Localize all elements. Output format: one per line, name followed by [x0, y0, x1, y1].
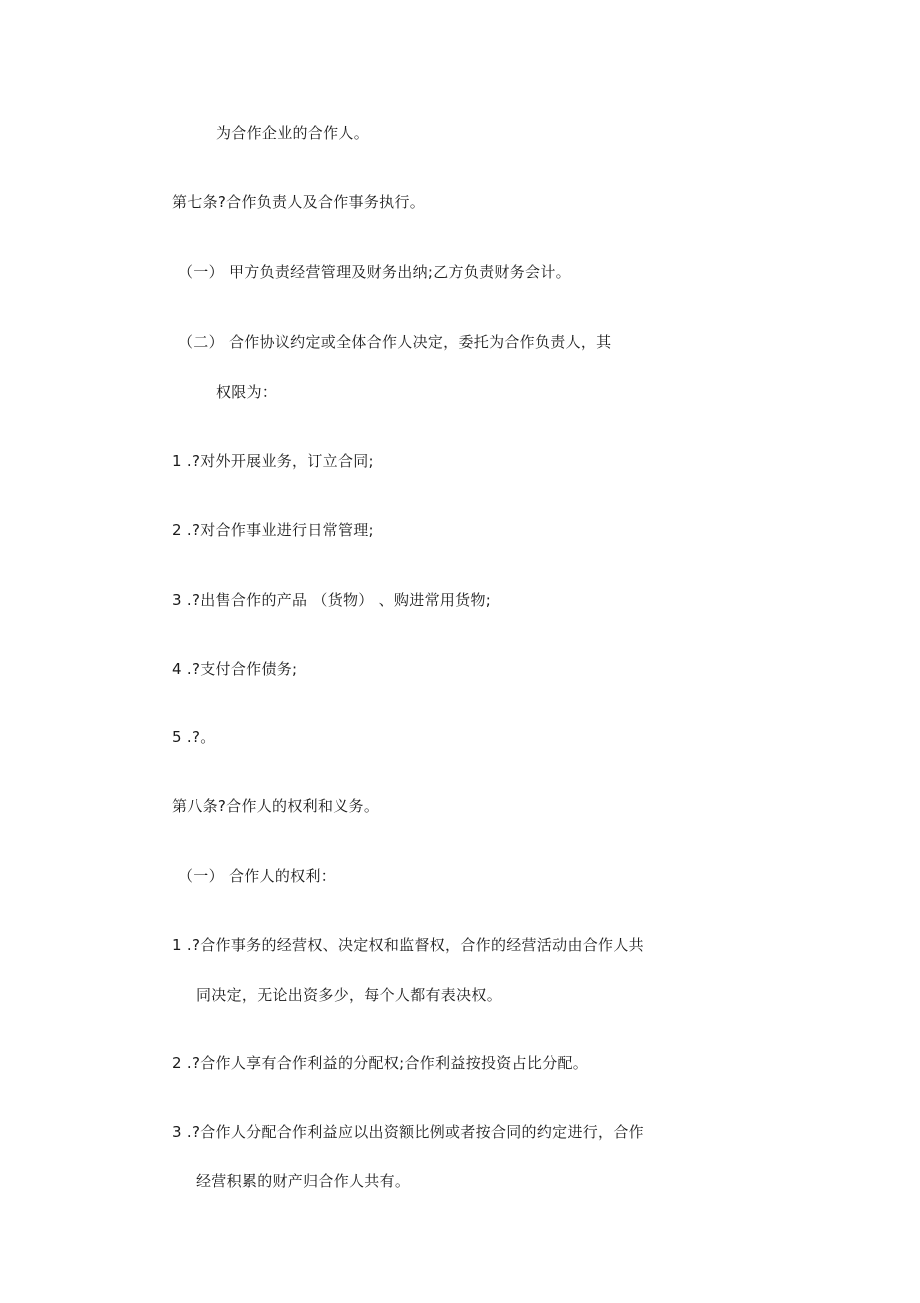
list-item-continuation: 同决定，无论出资多少，每个人都有表决权。	[196, 986, 503, 1004]
clause-line: （二） 合作协议约定或全体合作人决定，委托为合作负责人，其	[178, 333, 612, 351]
list-item-continuation: 经营积累的财产归合作人共有。	[196, 1172, 411, 1190]
list-item: 5 .?。	[172, 728, 216, 746]
list-item: 3 .?合作人分配合作利益应以出资额比例或者按合同的约定进行，合作	[172, 1123, 644, 1141]
clause-line: （一） 合作人的权利：	[178, 867, 337, 885]
list-item: 3 .?出售合作的产品 （货物） 、购进常用货物;	[172, 591, 492, 609]
list-item: 1 .?对外开展业务，订立合同;	[172, 452, 374, 470]
article-8-heading: 第八条?合作人的权利和义务。	[172, 797, 380, 815]
clause-continuation: 权限为：	[216, 383, 278, 401]
list-item: 2 .?合作人享有合作利益的分配权;合作利益按投资占比分配。	[172, 1054, 589, 1072]
clause-line: （一） 甲方负责经营管理及财务出纳;乙方负责财务会计。	[178, 263, 571, 281]
list-item: 4 .?支付合作债务;	[172, 660, 298, 678]
list-item: 2 .?对合作事业进行日常管理;	[172, 521, 374, 539]
paragraph-line: 为合作企业的合作人。	[216, 124, 370, 142]
article-7-heading: 第七条?合作负责人及合作事务执行。	[172, 193, 426, 211]
list-item: 1 .?合作事务的经营权、决定权和监督权，合作的经营活动由合作人共	[172, 936, 644, 954]
